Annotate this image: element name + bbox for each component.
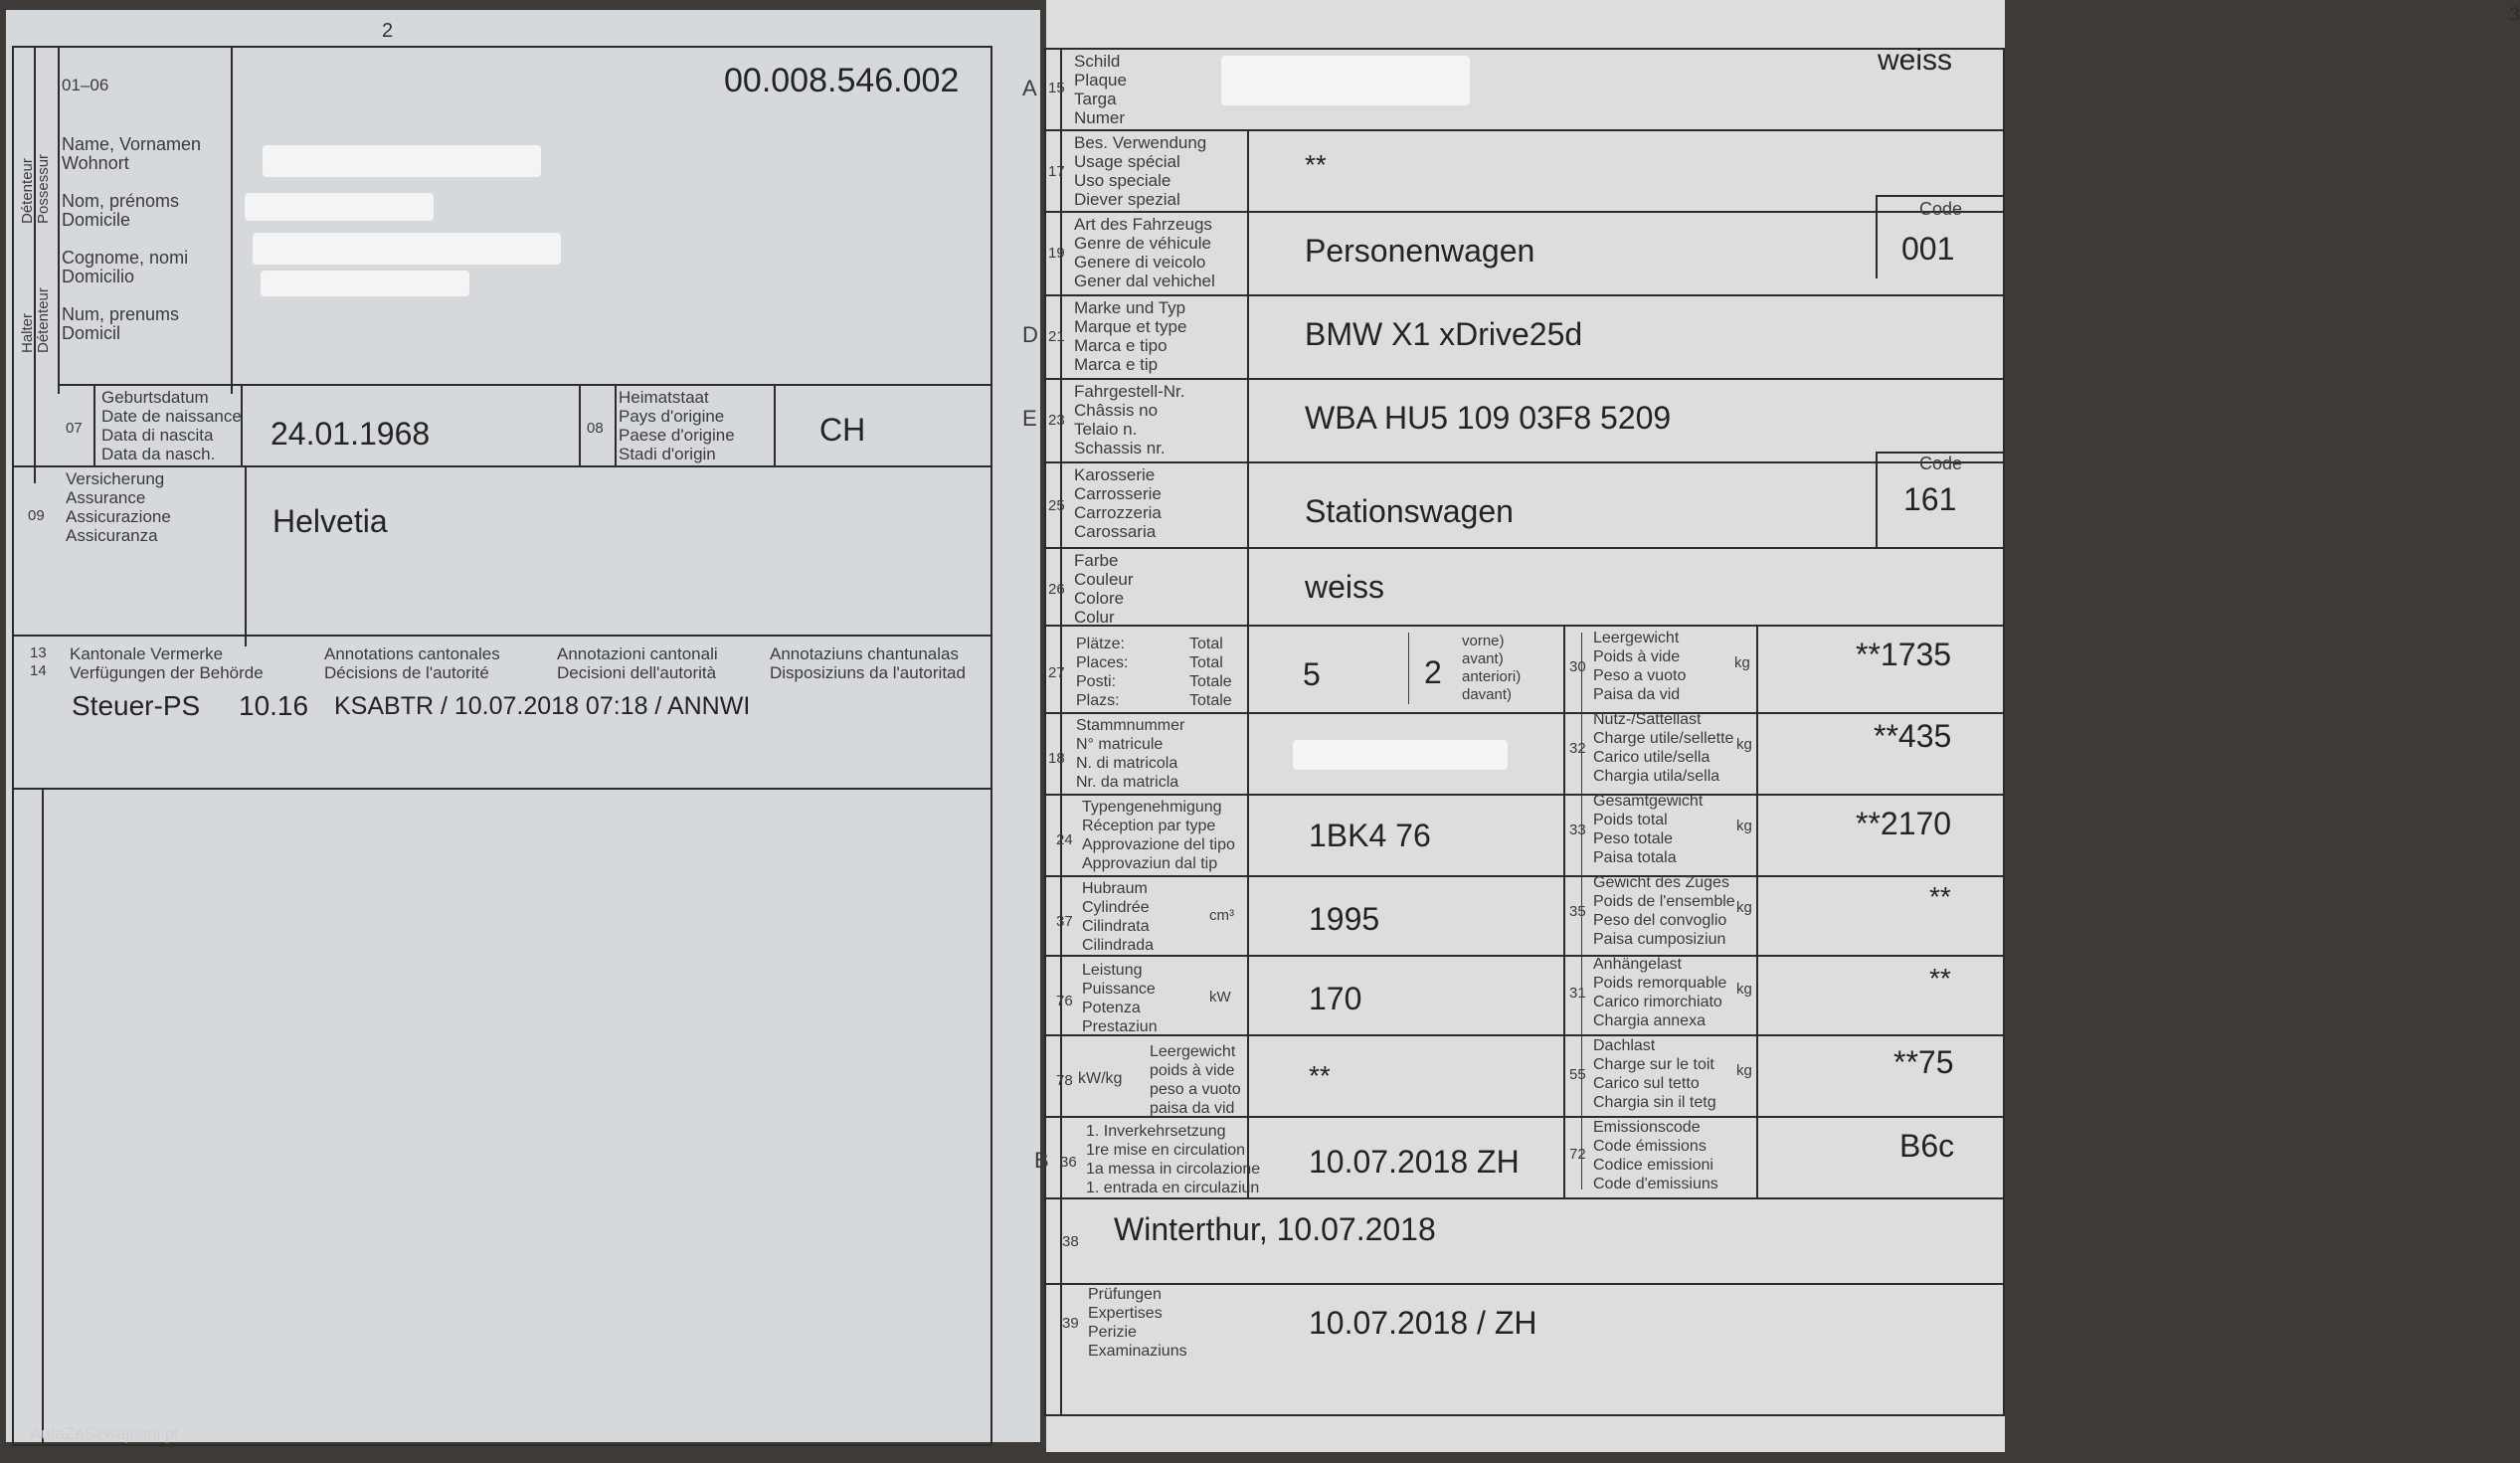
birth-date-value: 24.01.1968 [270,416,431,452]
first-registration-value: 10.07.2018 ZH [1309,1144,1520,1180]
seats-label: Plätze: Places: Posti: Plazs: [1076,636,1129,709]
chassis-label: Fahrgestell-Nr. Châssis no Telaio n. Schassis nr. [1074,382,1185,457]
body-value: Stationswagen [1305,493,1514,529]
issue-place-date: Winterthur, 10.07.2018 [1114,1211,1436,1247]
redaction [253,233,561,265]
annotations-fr-label: Annotations cantonales Décisions de l'autorité [324,644,500,682]
special-use-value: ** [1305,149,1327,180]
redaction [1221,56,1470,105]
plate-label: Schild Plaque Targa Numer [1074,52,1127,127]
insurance-value: Helvetia [272,503,388,539]
annotations-de-label: Kantonale Vermerke Verfügungen der Behörde [70,644,264,682]
emission-code-value: B6c [1899,1128,1955,1164]
seats-total-label: Total Total Totale Totale [1189,636,1232,709]
roof-load-label: Dachlast Charge sur le toit Carico sul tetto Chargia sin il tetg [1593,1037,1716,1111]
special-use-label: Bes. Verwendung Usage spécial Uso speciale Diever spezial [1074,133,1207,209]
power-value: 170 [1309,981,1362,1016]
train-weight-label: Gewicht des Zuges Poids de l'ensemble Peso del convoglio Paisa cumposiziun [1593,874,1735,948]
first-registration-label: 1. Inverkehrsetzung 1re mise en circulation 1a messa in circolazione 1. entrada en circulaziun [1086,1123,1261,1196]
chassis-value: WBA HU5 109 03F8 5209 [1305,400,1672,436]
origin-value: CH [819,412,866,448]
vehicle-type-value: Personenwagen [1305,233,1535,269]
trailer-load-label: Anhängelast Poids remorquable Carico rimorchiato Chargia annexa [1593,956,1727,1029]
payload-value: **435 [1874,718,1952,754]
holder-name-labels: Name, Vornamen Wohnort Nom, prénoms Domicile Cognome, nomi Domicilio Num, prenums Domicil [62,134,202,343]
empty-weight-value: **1735 [1856,637,1952,672]
trailer-load-value: ** [1929,963,1951,994]
power-weight-label: Leergewicht poids à vide peso a vuoto paisa da vid [1150,1043,1241,1117]
emission-code-label: Emissionscode Code émissions Codice emissioni Code d'emissiuns [1593,1119,1718,1192]
seats-total: 5 [1303,656,1321,692]
holder-vertical-label: Halter Détenteur [19,287,52,353]
master-number-label: Stammnummer N° matricule N. di matricola Nr. da matricla [1076,717,1185,791]
holder-vertical-label-2: Détenteur Possessur [19,153,52,224]
make-model-label: Marke und Typ Marque et type Marca e tipo Marca e tip [1074,298,1187,374]
make-model-value: BMW X1 xDrive25d [1305,316,1583,352]
displacement-label: Hubraum Cylindrée Cilindrata Cilindrada [1082,880,1155,954]
power-weight-value: ** [1309,1060,1331,1091]
plate-color: weiss [1878,44,1953,77]
redaction [263,145,541,177]
displacement-value: 1995 [1309,901,1380,937]
body-code: 161 [1903,481,1957,517]
birth-date-label: Geburtsdatum Date de naissance Data di nascita Data da nasch. [101,388,242,463]
section-code: 01–06 [62,76,109,94]
body-label: Karosserie Carrosserie Carrozzeria Carossaria [1074,465,1162,541]
page-number: 2 [382,20,394,42]
payload-label: Nutz-/Sattellast Charge utile/sellette Carico utile/sella Chargia utila/sella [1593,711,1734,785]
annotations-rm-label: Annotaziuns chantunalas Disposiziuns da l'autoritad [770,644,966,682]
document-number: 00.008.546.002 [724,62,960,99]
redaction [245,193,434,221]
vehicle-type-label: Art des Fahrzeugs Genre de véhicule Genere di veicolo Gener dal vehichel [1074,215,1215,290]
roof-load-value: **75 [1893,1044,1954,1080]
power-label: Leistung Puissance Potenza Prestaziun [1082,962,1158,1035]
inspections-value: 10.07.2018 / ZH [1309,1305,1537,1341]
colour-value: weiss [1305,569,1385,605]
total-weight-label: Gesamtgewicht Poids total Peso totale Paisa totala [1593,793,1704,866]
seats-front: 2 [1424,654,1442,690]
type-approval-value: 1BK4 76 [1309,818,1431,853]
train-weight-value: ** [1929,881,1951,912]
watermark: AutaZeSzwajcarii.pl [30,1424,179,1443]
empty-weight-label: Leergewicht Poids à vide Peso a vuoto Paisa da vid [1593,630,1687,703]
page-2: 2 Halter Détenteur Détenteur Possessur 01–06 00.008.546.002 Name, Vornamen Wohnort Nom, prénoms Domicile Cognome, nomi Domicilio Num, prenums Domicil 07 Geburtsdatum Date de naissance Data di nascita Data da nasch. 24.01.1968 08 Heimatstaat Pays d'origine Paese d'origine Stadi d'origin CH 09 Versicherung Assurance Assicurazione Assicuranza Helvetia 13 14 Kantonale Vermerke Verfügungen der Behörde Annotations cantonales Décisions de l'autorité Annotazioni cantonali Decisioni dell'autorità Annotaziuns chantunalas Disposiziuns da l'autoritad Steuer-PS 10.16 KSABTR / 10.07.2018 07:18 / ANNWI [6,10,1040,1442]
total-weight-value: **2170 [1856,806,1952,841]
origin-label: Heimatstaat Pays d'origine Paese d'origine Stadi d'origin [619,388,735,463]
seats-front-label: vorne) avant) anteriori) davant) [1462,633,1522,703]
annotations-it-label: Annotazioni cantonali Decisioni dell'autorità [557,644,718,682]
inspections-label: Prüfungen Expertises Perizie Examinaziuns [1088,1286,1187,1360]
colour-label: Farbe Couleur Colore Colur [1074,551,1134,627]
vehicle-type-code: 001 [1901,231,1955,267]
tax-hp-value: 10.16 [239,690,309,721]
redaction [1293,740,1508,770]
page-number: 3 [2509,4,2520,26]
type-approval-label: Typengenehmigung Réception par type Approvazione del tipo Approvaziun dal tip [1082,799,1235,872]
insurance-label: Versicherung Assurance Assicurazione Assicuranza [66,469,171,545]
authority-stamp: KSABTR / 10.07.2018 07:18 / ANNWI [334,692,751,720]
tax-hp-label: Steuer-PS [72,690,201,721]
redaction [261,271,469,296]
